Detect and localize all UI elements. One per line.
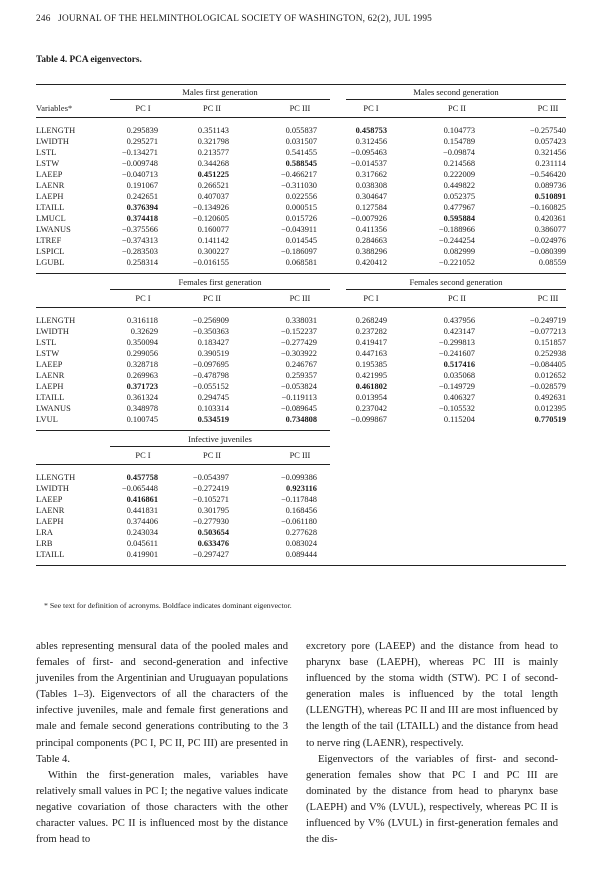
column-header: PC III [537, 104, 559, 113]
column-header: PC II [448, 104, 466, 113]
row-label: LRA [36, 528, 54, 537]
column-header: PC I [135, 294, 151, 303]
table-cell: 0.014545 [285, 236, 317, 245]
table-cell: 0.08559 [538, 258, 566, 267]
table-cell: 0.374406 [126, 517, 158, 526]
table-cell: 0.000515 [285, 203, 317, 212]
table-cell: 0.269963 [126, 371, 158, 380]
table-cell: 0.32629 [130, 327, 158, 336]
table-cell: 0.344268 [197, 159, 229, 168]
table-cell: −0.277429 [280, 338, 317, 347]
table-cell: 0.237042 [355, 404, 387, 413]
body-column-left [36, 639, 288, 848]
table-cell: 0.371723 [126, 382, 158, 391]
table-cell: 0.374418 [126, 214, 158, 223]
table-cell: 0.038308 [355, 181, 387, 190]
table-cell: 0.411356 [355, 225, 387, 234]
table-cell: −0.256909 [192, 316, 229, 325]
table-cell: 0.115204 [443, 415, 475, 424]
table-cell: −0.303922 [280, 349, 317, 358]
table-cell: 0.350094 [126, 338, 158, 347]
table-cell: 0.035068 [443, 371, 475, 380]
table-cell: −0.007926 [350, 214, 387, 223]
table-cell: 0.461802 [355, 382, 387, 391]
table-cell: −0.257540 [529, 126, 566, 135]
table-cell: −0.024976 [529, 236, 566, 245]
table-cell: −0.043911 [281, 225, 317, 234]
table-cell: 0.361324 [126, 393, 158, 402]
paragraph: excretory pore (LAEEP) and the distance from head to pharynx base (LAEPH), whereas PC III is mainly influenced by the stoma width (STW). PC I of second-generation males is influenced by the total length (LLENGTH), whereas PC II and III are most influenced by the length of the tail (LTAILL) and the distance from head to nerve ring (LAENR), respectively. [306, 641, 558, 749]
table-cell: 0.057423 [534, 137, 566, 146]
group-heading: Females first generation [178, 277, 262, 287]
row-label: LTAILL [36, 393, 65, 402]
table-cell: 0.231114 [535, 159, 566, 168]
table-cell: −0.297427 [192, 550, 229, 559]
table-cell: 0.388296 [355, 247, 387, 256]
table-cell: −0.117848 [281, 495, 317, 504]
row-label: LSTW [36, 159, 60, 168]
column-header: PC II [203, 104, 221, 113]
table-cell: −0.152237 [280, 327, 317, 336]
table-cell: −0.119113 [281, 393, 317, 402]
table-cell: 0.449822 [443, 181, 475, 190]
row-label: LWIDTH [36, 484, 69, 493]
row-label: LTAILL [36, 550, 65, 559]
rule-line [36, 565, 566, 566]
table-cell: −0.272419 [192, 484, 229, 493]
table-cell: 0.300227 [197, 247, 229, 256]
table-cell: −0.478798 [192, 371, 229, 380]
table-cell: 0.258314 [126, 258, 158, 267]
table-cell: 0.633476 [197, 539, 229, 548]
table-cell: 0.082999 [443, 247, 475, 256]
rule-line [110, 99, 330, 100]
rule-line [110, 446, 330, 447]
table-cell: 0.437956 [443, 316, 475, 325]
table-cell: −0.054397 [192, 473, 229, 482]
table-cell: 0.022556 [285, 192, 317, 201]
table-cell: −0.105271 [192, 495, 229, 504]
table-cell: 0.321456 [534, 148, 566, 157]
row-label: LGUBL [36, 258, 65, 267]
table-cell: 0.420361 [534, 214, 566, 223]
table-cell: −0.099386 [280, 473, 317, 482]
table-cell: −0.09874 [443, 148, 475, 157]
table-cell: 0.477967 [443, 203, 475, 212]
table-cell: 0.416861 [126, 495, 158, 504]
row-label: LWANUS [36, 225, 71, 234]
table-cell: 0.503654 [197, 528, 229, 537]
table-cell: 0.246767 [285, 360, 317, 369]
row-label: LTAILL [36, 203, 65, 212]
table-cell: −0.249719 [529, 316, 566, 325]
table-cell: 0.351143 [197, 126, 229, 135]
column-header: PC III [537, 294, 559, 303]
table-cell: −0.061180 [281, 517, 317, 526]
variables-header: Variables* [36, 104, 73, 113]
row-label: LLENGTH [36, 126, 76, 135]
table-cell: 0.321798 [197, 137, 229, 146]
row-label: LRB [36, 539, 53, 548]
table-cell: 0.127584 [355, 203, 387, 212]
table-cell: 0.031507 [285, 137, 317, 146]
table-cell: 0.316118 [126, 316, 158, 325]
table-cell: 0.541455 [285, 148, 317, 157]
table-cell: −0.299813 [438, 338, 475, 347]
table-cell: 0.052375 [443, 192, 475, 201]
table-cell: 0.734808 [285, 415, 317, 424]
rule-line [346, 99, 566, 100]
row-label: LWANUS [36, 404, 71, 413]
group-heading: Males second generation [413, 87, 499, 97]
table-cell: 0.770519 [534, 415, 566, 424]
table-cell: 0.183427 [197, 338, 229, 347]
table-cell: 0.348978 [126, 404, 158, 413]
table-cell: −0.097695 [192, 360, 229, 369]
table-cell: −0.221052 [438, 258, 475, 267]
column-header: PC I [135, 451, 151, 460]
rule-line [110, 289, 330, 290]
table-cell: 0.191067 [126, 181, 158, 190]
table-cell: 0.012652 [534, 371, 566, 380]
table-cell: −0.065448 [121, 484, 158, 493]
column-header: PC III [289, 451, 311, 460]
row-label: LVUL [36, 415, 58, 424]
table-cell: 0.104773 [443, 126, 475, 135]
table-cell: 0.328718 [126, 360, 158, 369]
table-cell: 0.222009 [443, 170, 475, 179]
table-cell: −0.120605 [192, 214, 229, 223]
table-cell: 0.243034 [126, 528, 158, 537]
table-cell: 0.068581 [285, 258, 317, 267]
table-cell: 0.595884 [443, 214, 475, 223]
table-cell: 0.517416 [443, 360, 475, 369]
table-cell: −0.283503 [121, 247, 158, 256]
table-cell: 0.195385 [355, 360, 387, 369]
row-label: LTREF [36, 236, 62, 245]
rule-line [36, 307, 566, 308]
table-cell: 0.268249 [355, 316, 387, 325]
row-label: LAEPH [36, 192, 64, 201]
table-cell: −0.466217 [280, 170, 317, 179]
table-cell: −0.080399 [529, 247, 566, 256]
table-cell: −0.375566 [121, 225, 158, 234]
table-cell: −0.149729 [438, 382, 475, 391]
table-cell: −0.055152 [192, 382, 229, 391]
table-cell: 0.304647 [355, 192, 387, 201]
table-cell: 0.089736 [534, 181, 566, 190]
table-cell: 0.419417 [355, 338, 387, 347]
table-cell: −0.244254 [438, 236, 475, 245]
table-cell: 0.266521 [197, 181, 229, 190]
table-cell: 0.100745 [126, 415, 158, 424]
table-cell: 0.277628 [285, 528, 317, 537]
row-label: LAEPH [36, 517, 64, 526]
table-cell: 0.386077 [534, 225, 566, 234]
table-cell: 0.045611 [126, 539, 158, 548]
table-cell: 0.923116 [286, 484, 317, 493]
row-label: LSTL [36, 338, 57, 347]
table-cell: −0.095463 [350, 148, 387, 157]
group-heading: Males first generation [182, 87, 258, 97]
journal-title: JOURNAL OF THE HELMINTHOLOGICAL SOCIETY OF WASHINGTON, 62(2), JUL 1995 [58, 14, 433, 24]
row-label: LAEPH [36, 382, 64, 391]
table-cell: 0.312456 [355, 137, 387, 146]
row-label: LMUCL [36, 214, 66, 223]
table-cell: −0.188966 [438, 225, 475, 234]
table-cell: 0.055837 [285, 126, 317, 135]
table-cell: 0.338031 [285, 316, 317, 325]
column-header: PC I [135, 104, 151, 113]
page-number-and-journal [36, 14, 432, 24]
table-cell: 0.259357 [285, 371, 317, 380]
table-cell: 0.089444 [285, 550, 317, 559]
table-cell: 0.237282 [355, 327, 387, 336]
table-cell: 0.252938 [534, 349, 566, 358]
column-header: PC II [203, 451, 221, 460]
rule-line [346, 289, 566, 290]
table-cell: 0.295271 [126, 137, 158, 146]
table-cell: 0.534519 [197, 415, 229, 424]
table-cell: −0.040713 [121, 170, 158, 179]
table-cell: −0.186097 [280, 247, 317, 256]
table-cell: 0.151857 [534, 338, 566, 347]
table-cell: −0.374313 [121, 236, 158, 245]
paragraph: Within the first-generation males, variables have relatively small values in PC I; the negative values indicate negative covariation of those characters with the other character values. PC II is influenced most by the distance from head to [36, 769, 288, 846]
row-label: LLENGTH [36, 316, 76, 325]
table-cell: 0.168456 [285, 506, 317, 515]
row-label: LSTL [36, 148, 57, 157]
table-cell: −0.016155 [192, 258, 229, 267]
paragraph: Eigenvectors of the variables of first- and second-generation females show that PC I and PC III are dominated by the distance from head to pharynx base (LAEPH) and V% (LVUL), respectively, whereas PC II is influenced by V% (LVUL) in first-generation females and the dis- [306, 753, 558, 846]
table-cell: 0.214568 [443, 159, 475, 168]
rule-line [36, 273, 566, 274]
paragraph: ables representing mensural data of the pooled males and females of first- and second-generation and infective juveniles from the Argentinian and Uruguayan populations (Tables 1–3). Eigenvectors of all the characters of the infective juveniles, male and female first generations and male and female second generations contributing to the 3 principal components (PC I, PC II, PC III) are presented in Table 4. [36, 641, 288, 765]
table-cell: 0.423147 [443, 327, 475, 336]
table-cell: 0.451225 [197, 170, 229, 179]
table-cell: −0.014537 [350, 159, 387, 168]
column-header: PC I [363, 294, 379, 303]
column-header: PC II [448, 294, 466, 303]
table-cell: 0.284663 [355, 236, 387, 245]
table-cell: 0.376394 [126, 203, 158, 212]
table-cell: 0.406327 [443, 393, 475, 402]
table-cell: 0.013954 [355, 393, 387, 402]
row-label: LAEEP [36, 495, 63, 504]
column-header: PC III [289, 104, 311, 113]
table-cell: 0.407037 [197, 192, 229, 201]
table-cell: −0.241607 [438, 349, 475, 358]
table-cell: 0.083024 [285, 539, 317, 548]
column-header: PC II [203, 294, 221, 303]
table-cell: 0.492631 [534, 393, 566, 402]
table-cell: −0.134271 [121, 148, 158, 157]
table-cell: 0.420412 [355, 258, 387, 267]
table-cell: 0.213577 [197, 148, 229, 157]
rule-line [36, 84, 566, 85]
table-cell: 0.015726 [285, 214, 317, 223]
row-label: LWIDTH [36, 327, 69, 336]
row-label: LAENR [36, 506, 65, 515]
rule-line [36, 430, 330, 431]
row-label: LAEEP [36, 360, 63, 369]
table-cell: 0.441831 [126, 506, 158, 515]
table-cell: −0.084405 [529, 360, 566, 369]
table-caption: Table 4. PCA eigenvectors. [36, 55, 142, 65]
row-label: LAEEP [36, 170, 63, 179]
table-cell: 0.103314 [197, 404, 229, 413]
table-cell: 0.457758 [126, 473, 158, 482]
table-cell: 0.160077 [197, 225, 229, 234]
table-cell: −0.160825 [529, 203, 566, 212]
table-cell: −0.134926 [192, 203, 229, 212]
table-cell: 0.447163 [355, 349, 387, 358]
rule-line [36, 117, 566, 118]
row-label: LAENR [36, 371, 65, 380]
table-cell: 0.012395 [534, 404, 566, 413]
table-footnote: * See text for definition of acronyms. Boldface indicates dominant eigenvector. [44, 601, 292, 610]
table-cell: 0.295839 [126, 126, 158, 135]
table-cell: −0.089645 [280, 404, 317, 413]
table-cell: 0.294745 [197, 393, 229, 402]
table-cell: 0.510891 [534, 192, 566, 201]
row-label: LAENR [36, 181, 65, 190]
column-header: PC III [289, 294, 311, 303]
table-cell: 0.390519 [197, 349, 229, 358]
table-cell: −0.099867 [350, 415, 387, 424]
table-cell: 0.317662 [355, 170, 387, 179]
row-label: LSPICL [36, 247, 65, 256]
table-cell: −0.311030 [281, 181, 317, 190]
table-cell: −0.546420 [529, 170, 566, 179]
rule-line [36, 464, 330, 465]
table-cell: 0.301795 [197, 506, 229, 515]
table-cell: −0.105532 [438, 404, 475, 413]
table-cell: −0.028579 [529, 382, 566, 391]
table-cell: −0.350363 [192, 327, 229, 336]
table-cell: 0.419901 [126, 550, 158, 559]
body-column-right [306, 639, 558, 848]
table-cell: −0.277930 [192, 517, 229, 526]
row-label: LLENGTH [36, 473, 76, 482]
group-heading: Infective juveniles [188, 434, 252, 444]
row-label: LWIDTH [36, 137, 69, 146]
page-number: 246 [36, 14, 51, 24]
group-heading: Females second generation [409, 277, 503, 287]
column-header: PC I [363, 104, 379, 113]
table-cell: −0.053824 [280, 382, 317, 391]
table-cell: −0.009748 [121, 159, 158, 168]
table-cell: 0.242651 [126, 192, 158, 201]
table-cell: 0.154789 [443, 137, 475, 146]
table-cell: −0.077213 [529, 327, 566, 336]
table-cell: 0.421995 [355, 371, 387, 380]
table-cell: 0.141142 [197, 236, 229, 245]
table-cell: 0.458753 [355, 126, 387, 135]
row-label: LSTW [36, 349, 60, 358]
table-cell: 0.588545 [285, 159, 317, 168]
table-cell: 0.299056 [126, 349, 158, 358]
